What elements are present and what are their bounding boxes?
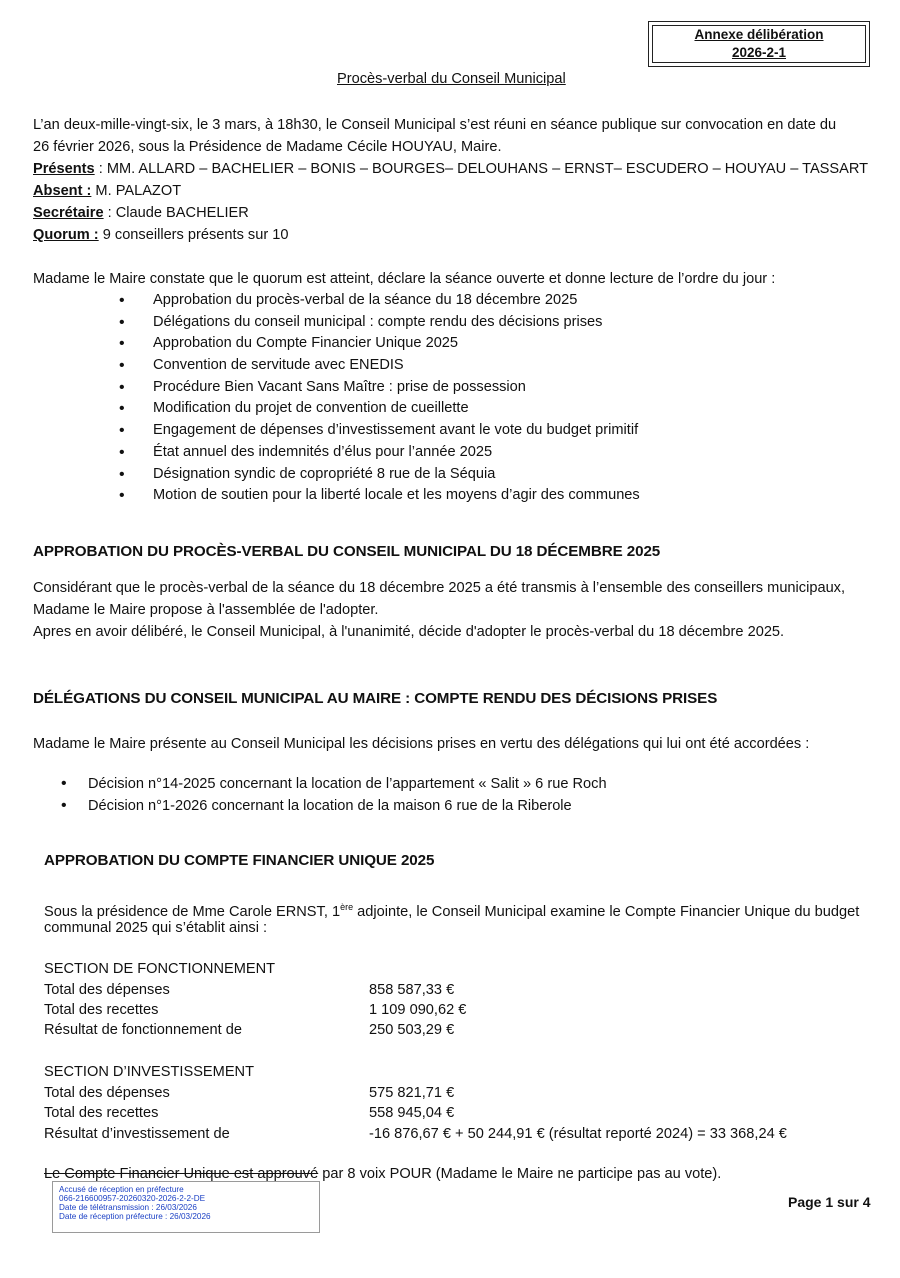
investissement-title: SECTION D’INVESTISSEMENT — [44, 1064, 255, 1080]
invest-label: Total des dépenses — [44, 1085, 170, 1101]
invest-label: Total des recettes — [44, 1105, 159, 1121]
stamp-line-2: 066-216600957-20260320-2026-2-2-DE — [59, 1194, 206, 1203]
secretaire-value: : Claude BACHELIER — [103, 205, 249, 221]
quorum-line — [33, 224, 288, 246]
invest-label: Résultat d’investissement de — [44, 1126, 230, 1142]
agenda-item: • Convention de servitude avec ENEDIS — [116, 355, 640, 377]
agenda-item: • Procédure Bien Vacant Sans Maître : prise de possession — [116, 377, 640, 399]
page-title: Procès-verbal du Conseil Municipal — [337, 71, 566, 87]
fonct-value: 250 503,29 € — [369, 1022, 455, 1038]
fonctionnement-title: SECTION DE FONCTIONNEMENT — [44, 961, 276, 977]
presents-value: : MM. ALLARD – BACHELIER – BONIS – BOURGES– DELOUHANS – ERNST– ESCUDERO – HOUYAU – TASSART — [94, 161, 869, 177]
absent-line — [33, 180, 181, 202]
intro-line-2: 26 février 2026, sous la Présidence de Madame Cécile HOUYAU, Maire. — [33, 139, 502, 155]
invest-value: 558 945,04 € — [369, 1105, 455, 1121]
invest-value: -16 876,67 € + 50 244,91 € (résultat reporté 2024) = 33 368,24 € — [369, 1126, 787, 1142]
section-heading-delegations: DÉLÉGATIONS DU CONSEIL MUNICIPAL AU MAIRE : COMPTE RENDU DES DÉCISIONS PRISES — [33, 690, 718, 707]
agenda-item: • Désignation syndic de copropriété 8 rue de la Séquia — [116, 464, 640, 486]
invest-value: 575 821,71 € — [369, 1085, 455, 1101]
annex-box — [648, 21, 870, 67]
decisions-list — [58, 773, 607, 817]
secretaire-label: Secrétaire — [33, 205, 104, 221]
vote-struck-text: Le Compte Financier Unique est approuvé — [44, 1166, 319, 1182]
decision-item: • Décision n°1-2026 concernant la location de la maison 6 rue de la Riberole — [58, 795, 607, 817]
section-heading-cfu: APPROBATION DU COMPTE FINANCIER UNIQUE 2025 — [44, 852, 435, 869]
presents-line — [33, 158, 868, 180]
intro-line-1: L’an deux-mille-vingt-six, le 3 mars, à 18h30, le Conseil Municipal s’est réuni en séance publique sur convocation en date du — [33, 117, 837, 133]
agenda-item: • Délégations du conseil municipal : compte rendu des décisions prises — [116, 312, 640, 334]
agenda-item: • Engagement de dépenses d’investissement avant le vote du budget primitif — [116, 420, 640, 442]
section1-line-1: Considérant que le procès-verbal de la séance du 18 décembre 2025 a été transmis à l’ensemble des conseillers municipaux, — [33, 580, 846, 596]
absent-label: Absent : — [33, 183, 92, 199]
agenda-list — [116, 290, 640, 507]
agenda-item: • Modification du projet de convention de cueillette — [116, 398, 640, 420]
agenda-item: • Approbation du procès-verbal de la séance du 18 décembre 2025 — [116, 290, 640, 312]
stamp-line-3: Date de télétransmission : 26/03/2026 — [59, 1203, 197, 1212]
presents-label: Présents — [33, 161, 95, 177]
decision-item: • Décision n°14-2025 concernant la location de l’appartement « Salit » 6 rue Roch — [58, 773, 607, 795]
vote-rest-text: par 8 voix POUR (Madame le Maire ne participe pas au vote). — [318, 1166, 722, 1182]
section3-intro-a: Sous la présidence de Mme Carole ERNST, 1 — [44, 903, 341, 920]
fonct-label: Total des dépenses — [44, 982, 170, 998]
secretaire-line — [33, 202, 249, 224]
annex-number: 2026-2-1 — [731, 45, 787, 60]
quorum-label: Quorum : — [33, 227, 99, 243]
fonct-label: Total des recettes — [44, 1002, 159, 1018]
section3-intro-line-2: communal 2025 qui s’établit ainsi : — [44, 920, 268, 936]
prefecture-stamp — [52, 1181, 320, 1233]
section-heading-pv: APPROBATION DU PROCÈS-VERBAL DU CONSEIL MUNICIPAL DU 18 DÉCEMBRE 2025 — [33, 543, 661, 560]
section3-intro-b: adjointe, le Conseil Municipal examine le Compte Financier Unique du budget — [353, 903, 860, 920]
section1-line-2: Madame le Maire propose à l'assemblée de l'adopter. — [33, 602, 379, 618]
stamp-line-4: Date de réception préfecture : 26/03/2026 — [59, 1212, 211, 1221]
fonct-value: 858 587,33 € — [369, 982, 455, 998]
page-number: Page 1 sur 4 — [788, 1194, 871, 1210]
fonct-value: 1 109 090,62 € — [369, 1002, 467, 1018]
section2-intro: Madame le Maire présente au Conseil Municipal les décisions prises en vertu des délégations qui lui ont été accordées : — [33, 736, 810, 752]
agenda-item: • Approbation du Compte Financier Unique 2025 — [116, 333, 640, 355]
absent-value: M. PALAZOT — [91, 183, 182, 199]
section3-intro-sup: ère — [340, 902, 354, 912]
agenda-intro: Madame le Maire constate que le quorum est atteint, déclare la séance ouverte et donne lecture de l’ordre du jour : — [33, 271, 776, 287]
fonct-label: Résultat de fonctionnement de — [44, 1022, 242, 1038]
section1-line-3: Apres en avoir délibéré, le Conseil Municipal, à l'unanimité, décide d'adopter le procès-verbal du 18 décembre 2025. — [33, 624, 785, 640]
annex-label: Annexe délibération — [694, 27, 824, 42]
agenda-item: • État annuel des indemnités d’élus pour l’année 2025 — [116, 442, 640, 464]
stamp-line-1: Accusé de réception en préfecture — [59, 1185, 184, 1194]
agenda-item: • Motion de soutien pour la liberté locale et les moyens d’agir des communes — [116, 485, 640, 507]
quorum-value: 9 conseillers présents sur 10 — [98, 227, 289, 243]
